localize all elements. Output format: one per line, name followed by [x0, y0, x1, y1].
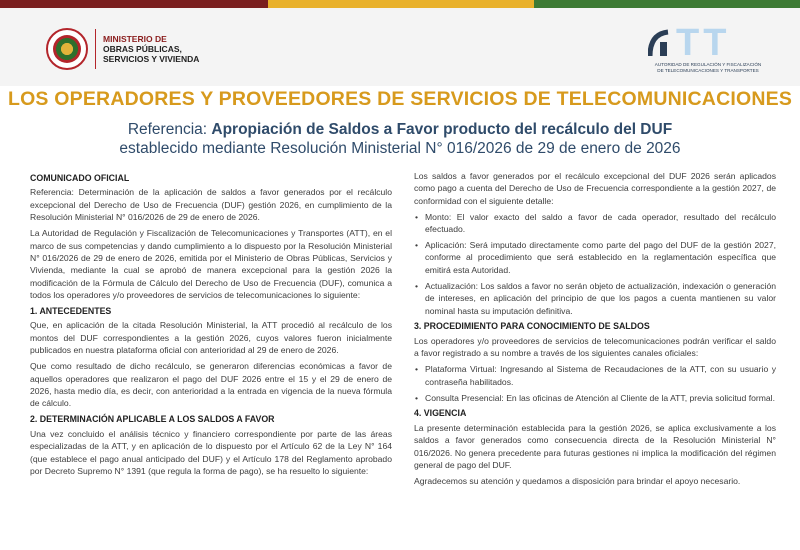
att-arc-icon — [648, 28, 670, 58]
official-communique-heading: COMUNICADO OFICIAL — [30, 173, 130, 183]
determination-paragraph: Una vez concluido el análisis técnico y financiero correspondiente por parte de las áreas especializadas de la ATT, y en aplicación de lo dispuesto por el Artículo 62 de la Ley N° 164 (que establece el pago anual anticipado del DUF) y el Artículo 178 del Reglamento aprobado por Decreto Supremo N° 1391 (que regula la forma de pago), se ha resuelto lo siguiente: — [30, 428, 392, 476]
ministry-line-2: OBRAS PÚBLICAS, — [103, 44, 182, 54]
list-item: • Monto: El valor exacto del saldo a favor de cada operador, resultado del recálculo efectuado. — [414, 211, 776, 236]
page-title: LOS OPERADORES Y PROVEEDORES DE SERVICIOS DE TELECOMUNICACIONES — [7, 88, 793, 110]
header — [0, 8, 800, 86]
top-bar-red — [0, 0, 268, 8]
top-bar-green — [534, 0, 800, 8]
bolivia-seal-icon — [46, 28, 88, 70]
intro-paragraph: La Autoridad de Regulación y Fiscalización de Telecomunicaciones y Transportes (ATT), en el marco de sus competencias y dando cumplimiento a lo dispuesto por la Resolución Ministerial N° 016/2026 de 29 de enero de 2026, emitida por el Ministerio de Obras Públicas, Servicios y Vivienda, mediante la cual se aprobó de manera excepcional para la gestión 2026 la modificación de la Fórmula de Cálculo del Derecho de Uso de Frecuencia (DUF), comunica a todos los operadores y/o proveedores de servicios de telecomunicaciones lo siguiente: — [30, 228, 392, 301]
validity-paragraph: La presente determinación establecida para la gestión 2026, se aplica exclusivamente a los saldos a favor generados como consecuencia directa de la Resolución Ministerial N° 016/2026. No genera precedente para futuras gestiones ni implica la modificación del régimen general de pago del DUF. — [414, 422, 776, 471]
reference-paragraph: Referencia: Determinación de la aplicación de saldos a favor generados por el recálculo excepcional del Derecho de Uso de Frecuencia (DUF) gestión 2026, en cumplimiento de la Resolución Ministerial N° 016/2026 de 29 de enero de 2026. — [30, 187, 392, 223]
att-subtitle — [648, 62, 768, 74]
list-item: • Aplicación: Será imputado directamente como parte del pago del DUF de la gestión 2027, conforme al procedimiento que será establecido en la reglamentación específica que emitirá esta Autoridad. — [414, 239, 776, 276]
att-subtitle-2: DE TELECOMUNICACIONES Y TRANSPORTES — [657, 68, 759, 73]
logo-divider — [95, 29, 96, 69]
application-paragraph: Los saldos a favor generados por el recálculo excepcional del DUF 2026 serán aplicados como pago a cuenta del Derecho de Uso de Frecuencia correspondiente a la gestión 2027, de conformidad con el siguiente detalle: — [414, 171, 776, 206]
section-1-heading: 1. ANTECEDENTES — [30, 306, 112, 317]
ministry-logo — [46, 28, 199, 70]
section-4-heading: 4. VIGENCIA — [414, 408, 467, 419]
list-item: • Consulta Presencial: En las oficinas de Atención al Cliente de la ATT, previa solicitud formal. — [414, 392, 776, 404]
channels-list — [414, 363, 776, 404]
application-details-list — [414, 211, 776, 317]
section-3-heading: 3. PROCEDIMIENTO PARA CONOCIMIENTO DE SALDOS — [414, 321, 650, 332]
reference-label: Referencia: — [127, 121, 208, 138]
closing-paragraph: Agradecemos su atención y quedamos a disposición para brindar el apoyo necesario. — [414, 475, 741, 486]
att-subtitle-1: AUTORIDAD DE REGULACIÓN Y FISCALIZACIÓN — [654, 62, 762, 67]
ministry-line-3: SERVICIOS Y VIVIENDA — [103, 54, 200, 64]
ministry-line-1: MINISTERIO DE — [103, 34, 167, 44]
ministry-name — [103, 34, 199, 64]
left-column — [30, 170, 392, 481]
att-logo — [648, 22, 768, 74]
list-item: • Plataforma Virtual: Ingresando al Sistema de Recaudaciones de la ATT, con su usuario y contraseña habilitados. — [414, 363, 776, 388]
right-column — [414, 170, 776, 491]
reference-line-2: establecido mediante Resolución Ministerial N° 016/2026 de 29 de enero de 2026 — [119, 140, 681, 157]
reference-subject: Apropiación de Saldos a Favor producto del recálculo del DUF — [211, 121, 673, 138]
list-item: • Actualización: Los saldos a favor no serán objeto de actualización, indexación o generación de intereses, en aplicación del principio de que los pagos a cuenta mantienen su valor nominal hasta su imputación definitiva. — [414, 280, 776, 317]
reference — [0, 120, 800, 158]
background-paragraph-1: Que, en aplicación de la citada Resolución Ministerial, la ATT procedió al recálculo de los montos del DUF correspondientes a la gestión 2026, cuyos valores fueron inicialmente publicados en nuestra plataforma oficial con anterioridad al 29 de enero de 2026. — [30, 320, 392, 356]
procedure-paragraph: Los operadores y/o proveedores de servicios de telecomunicaciones podrán verificar el saldo a favor registrado a su nombre a través de los siguientes canales oficiales: — [414, 335, 776, 359]
top-color-bar — [0, 0, 800, 8]
background-paragraph-2: Que como resultado de dicho recálculo, se generaron diferencias económicas a favor de aquellos operadores que realizaron el pago del DUF 2026 entre el 15 y el 29 de enero de 2026, hasta medio día, es decir, con anterioridad a la entrada en vigencia de la nueva fórmula de cálculo. — [30, 361, 392, 409]
section-2-heading: 2. DETERMINACIÓN APLICABLE A LOS SALDOS A FAVOR — [30, 414, 275, 425]
top-bar-yellow — [268, 0, 534, 8]
att-letters: TT — [676, 22, 731, 64]
